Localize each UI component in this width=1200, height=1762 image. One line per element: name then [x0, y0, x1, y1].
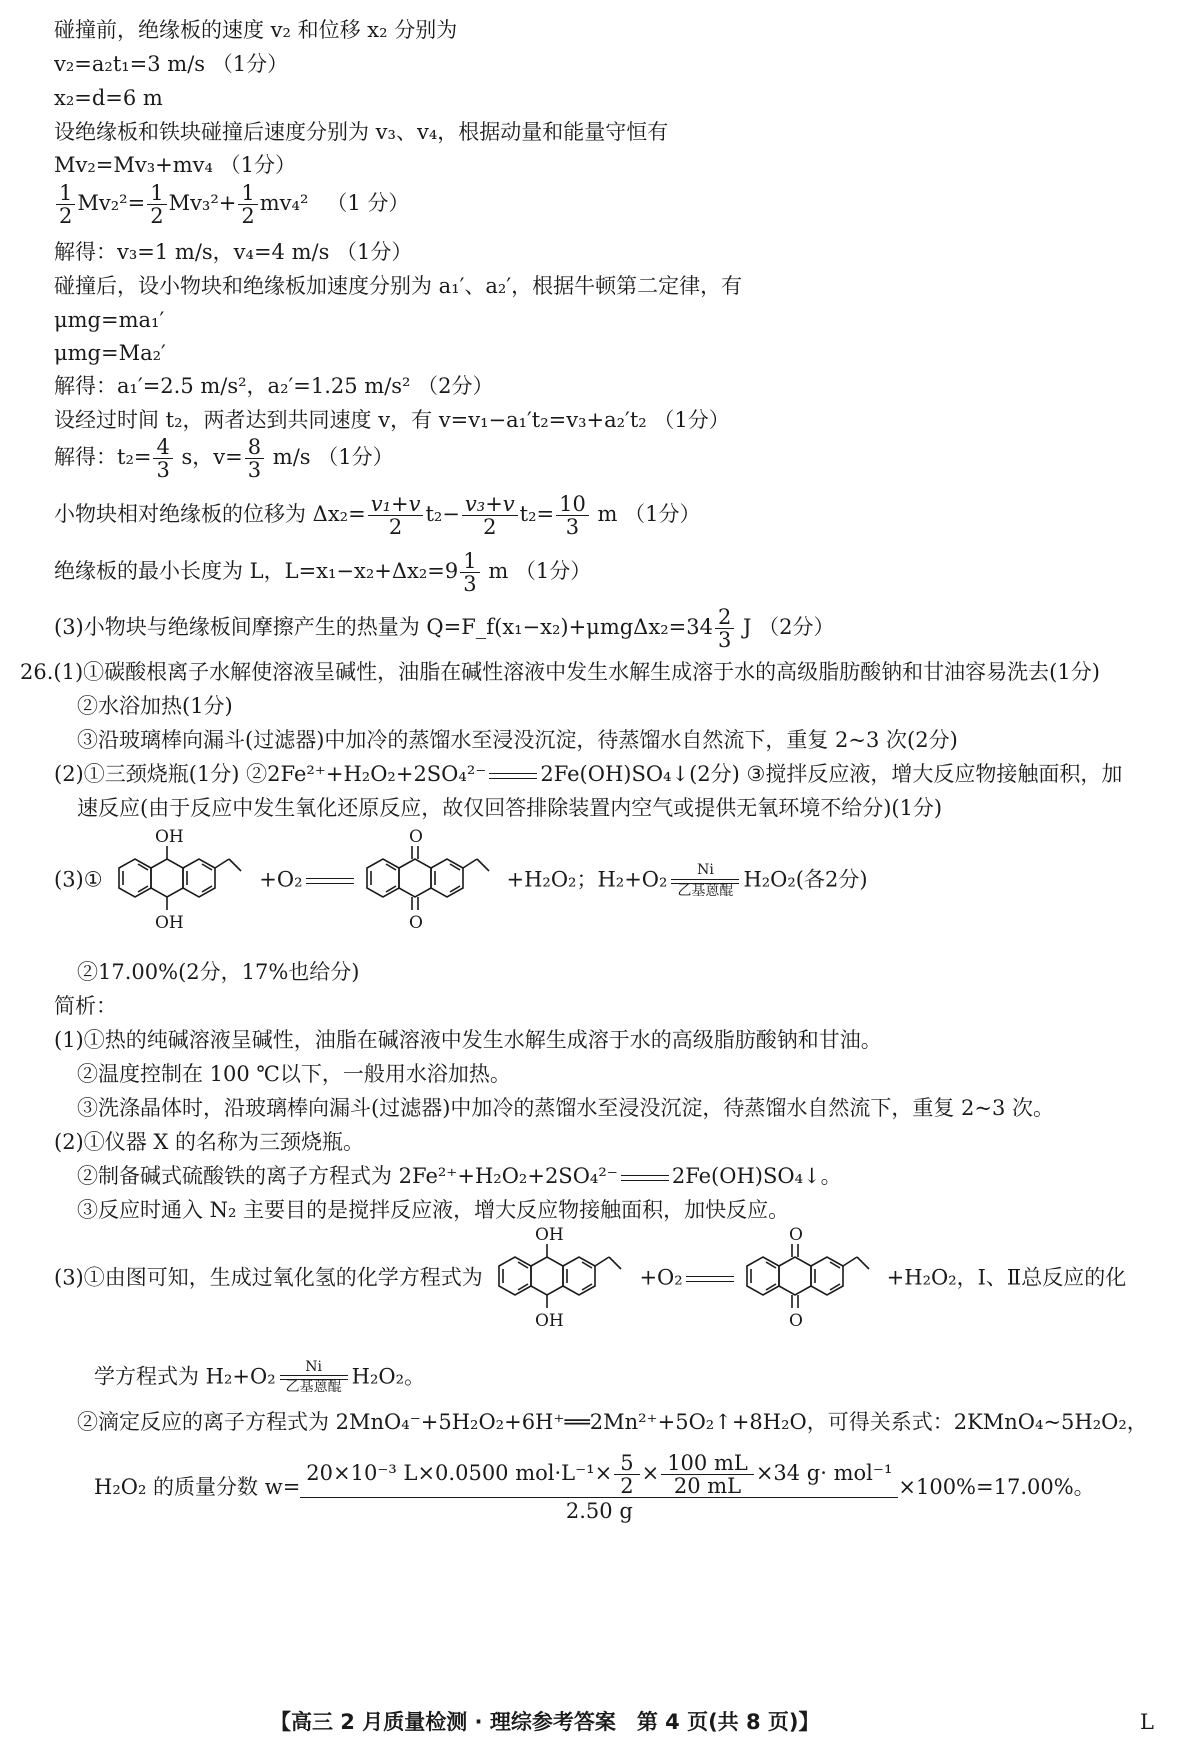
fraction: $\frac{10}{3}$: [556, 493, 589, 538]
fraction: $\frac{5}{2}$: [614, 1452, 639, 1497]
fraction: $\frac{4}{3}$: [153, 436, 172, 481]
equals-arrow: [306, 875, 354, 887]
equals-arrow: [489, 770, 537, 782]
section-heading: 简析：: [54, 994, 117, 1018]
text-line: ②水浴加热(1分): [77, 694, 233, 718]
text-line: ③反应时通入 N₂ 主要目的是搅拌反应液，增大反应物接触面积，加快反应。: [77, 1198, 790, 1222]
text-line: 26.(1)①碳酸根离子水解使溶液呈碱性，油脂在碱性溶液中发生水解生成溶于水的高级脂肪酸钠和甘油容易洗去(1分): [20, 660, 1100, 684]
text-line: 解得：v₃=1 m/s，v₄=4 m/s （1分）: [54, 240, 413, 264]
svg-text:O: O: [408, 827, 423, 847]
text-line: x₂=d=6 m: [54, 86, 163, 110]
svg-text:OH: OH: [535, 1311, 565, 1331]
text-line: 速反应(由于反应中发生氧化还原反应，故仅回答排除装置内空气或提供无氧环境不给分)(1分): [77, 796, 943, 820]
mass-fraction-line: H₂O₂ 的质量分数 w= 20×10⁻³ L×0.0500 mol·L⁻¹× $\frac{5}{2}$ × $\frac{100 mL}{20 mL}$ ×34 g· mol⁻¹ 2.50 g ×100%=17.00%。: [94, 1452, 1095, 1525]
fraction: $\frac{1}{2}$: [238, 182, 257, 227]
text-line: 碰撞后，设小物块和绝缘板加速度分别为 a₁′、a₂′，根据牛顿第二定律，有: [54, 274, 743, 298]
energy-equation: $\frac{1}{2}$ Mv₂²= $\frac{1}{2}$ Mv₃²+ $\frac{1}{2}$ mv₄² （1 分）: [54, 182, 409, 227]
svg-text:O: O: [788, 1225, 803, 1245]
reaction-line-1: (3)① OH OH +O₂ O O +H₂O₂；H₂+O₂ Ni 乙基蒽醌 H₂O₂(各2分): [54, 826, 868, 936]
page-footer: 【高三 2 月质量检测 · 理综参考答案 第 4 页(共 8 页)】: [270, 1710, 820, 1734]
text-line: ②滴定反应的离子方程式为 2MnO₄⁻+5H₂O₂+6H⁺══2Mn²⁺+5O₂↑+8H₂O，可得关系式：2KMnO₄~5H₂O₂，: [77, 1410, 1148, 1434]
text-line: ②温度控制在 100 ℃以下，一般用水浴加热。: [77, 1062, 511, 1086]
text-line: v₂=a₂t₁=3 m/s （1分）: [54, 52, 289, 76]
svg-text:O: O: [788, 1311, 803, 1331]
heat-line: (3)小物块与绝缘板间摩擦产生的热量为 Q=F_f(x₁−x₂)+μmgΔx₂=34 $\frac{2}{3}$ J （2分）: [54, 605, 835, 653]
fraction: $\frac{8}{3}$: [245, 436, 264, 481]
fraction: $\frac{1}{2}$: [56, 182, 75, 227]
mass-fraction-formula: 20×10⁻³ L×0.0500 mol·L⁻¹× $\frac{5}{2}$ × $\frac{100 mL}{20 mL}$ ×34 g· mol⁻¹ 2.50 g: [300, 1452, 898, 1525]
text-line: 解得：a₁′=2.5 m/s²，a₂′=1.25 m/s² （2分）: [54, 374, 494, 398]
catalyst-condition: Ni 乙基蒽醌: [671, 863, 739, 899]
catalyst-condition: Ni 乙基蒽醌: [280, 1360, 348, 1396]
overall-reaction-line: 学方程式为 H₂+O₂ Ni 乙基蒽醌 H₂O₂。: [94, 1359, 426, 1396]
ionic-equation-line: ②制备碱式硫酸铁的离子方程式为 2Fe²⁺+H₂O₂+2SO₄²⁻ 2Fe(OH)SO₄↓。: [77, 1164, 842, 1188]
fraction: $\frac{2}{3}$: [715, 606, 734, 651]
fraction: $\frac{100 mL}{20 mL}$: [661, 1452, 754, 1497]
text-line: ②17.00%(2分，17%也给分): [77, 960, 360, 984]
ethylanthraquinone-structure: [357, 826, 507, 936]
fraction: $\frac{\text{v₃+v}}{2}$: [462, 493, 518, 538]
min-length-line: 绝缘板的最小长度为 L，L=x₁−x₂+Δx₂=9 $\frac{1}{3}$ m （1分）: [54, 549, 592, 597]
ethylanthraquinone-structure: [737, 1224, 887, 1334]
version-code: L: [1140, 1710, 1154, 1734]
text-line: (2)①仪器 X 的名称为三颈烧瓶。: [54, 1130, 365, 1154]
ethylanthrahydroquinone-structure: [109, 826, 259, 936]
equals-arrow: [686, 1273, 734, 1285]
equals-arrow: [621, 1172, 669, 1184]
text-line: 设经过时间 t₂，两者达到共同速度 v，有 v=v₁−a₁′t₂=v₃+a₂′t₂ （1分）: [54, 408, 730, 432]
text-line: (1)①热的纯碱溶液呈碱性，油脂在碱溶液中发生水解生成溶于水的高级脂肪酸钠和甘油。: [54, 1028, 882, 1052]
text-line: 碰撞前，绝缘板的速度 v₂ 和位移 x₂ 分别为: [54, 18, 458, 42]
text-line: ③沿玻璃棒向漏斗(过滤器)中加冷的蒸馏水至浸没沉淀，待蒸馏水自然流下，重复 2~3 次(2分): [77, 728, 958, 752]
svg-text:OH: OH: [155, 913, 185, 933]
fraction: $\frac{1}{2}$: [147, 182, 166, 227]
svg-text:OH: OH: [535, 1225, 565, 1245]
svg-text:OH: OH: [155, 827, 185, 847]
reaction-line-2: (3)①由图可知，生成过氧化氢的化学方程式为 OH OH +O₂ O O +H₂O₂，Ⅰ、Ⅱ总反应的化: [54, 1224, 1126, 1334]
svg-text:O: O: [408, 913, 423, 933]
text-line: Mv₂=Mv₃+mv₄ （1分）: [54, 153, 296, 177]
fraction: $\frac{\text{v₁+v}}{2}$: [368, 493, 424, 538]
text-line: μmg=Ma₂′: [54, 341, 166, 365]
fraction: $\frac{1}{3}$: [460, 550, 479, 595]
solve-line: 解得：t₂= $\frac{4}{3}$ s，v= $\frac{8}{3}$ m/s （1分）: [54, 435, 394, 483]
text-line: ③洗涤晶体时，沿玻璃棒向漏斗(过滤器)中加冷的蒸馏水至浸没沉淀，待蒸馏水自然流下，重复 2~3 次。: [77, 1096, 1055, 1120]
ethylanthrahydroquinone-structure: [489, 1224, 639, 1334]
ionic-equation-line: (2)①三颈烧瓶(1分) ②2Fe²⁺+H₂O₂+2SO₄²⁻ 2Fe(OH)SO₄↓(2分) ③搅拌反应液，增大反应物接触面积，加: [54, 762, 1123, 786]
text-line: 设绝缘板和铁块碰撞后速度分别为 v₃、v₄，根据动量和能量守恒有: [54, 120, 669, 144]
displacement-line: 小物块相对绝缘板的位移为 Δx₂= $\frac{\text{v₁+v}}{2}$ t₂− $\frac{\text{v₃+v}}{2}$ t₂= $\frac{10}{3}$ m （1分）: [54, 492, 701, 540]
text-line: μmg=ma₁′: [54, 308, 165, 332]
